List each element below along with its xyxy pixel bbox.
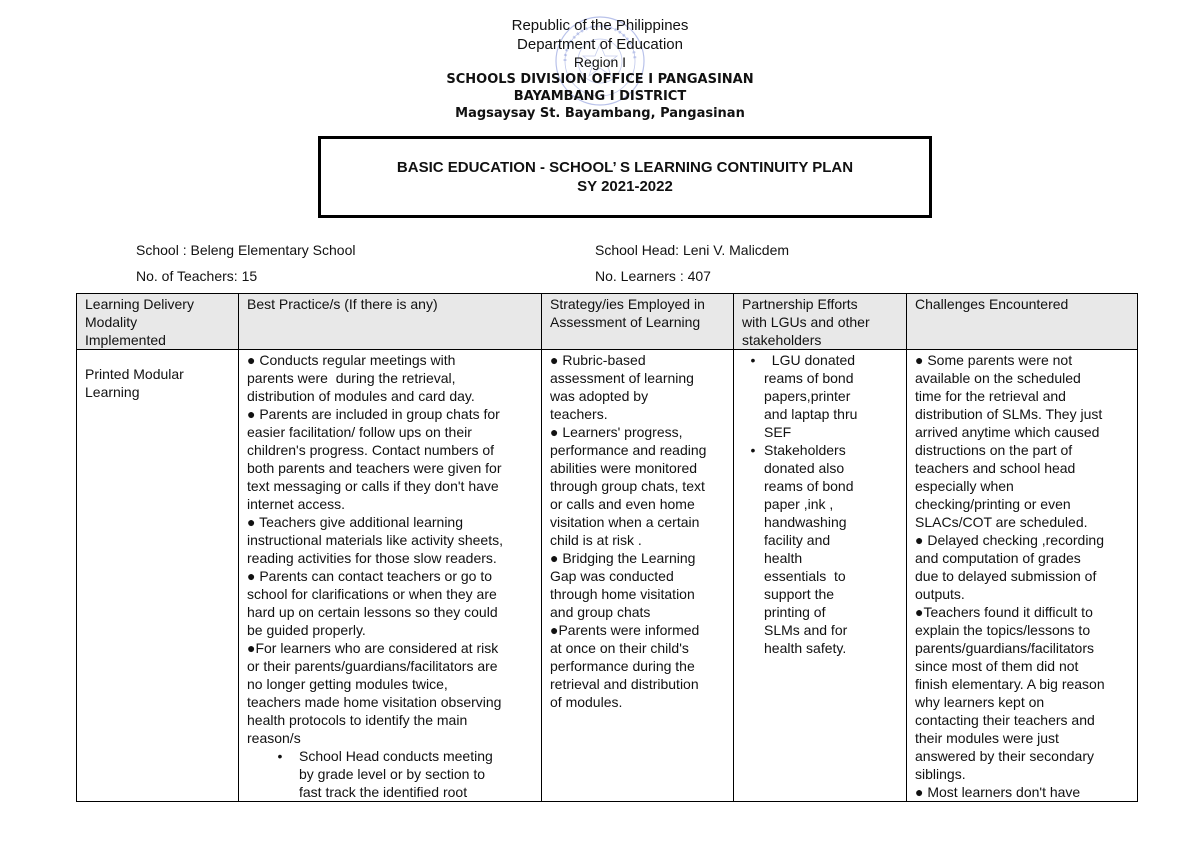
text-line: with LGUs and other <box>742 314 870 330</box>
document-title-box <box>318 136 932 218</box>
text-line: abilities were monitored <box>550 460 698 476</box>
text-line: distribution of modules and card day. <box>247 388 475 404</box>
text-line: handwashing <box>764 514 847 530</box>
header-modality <box>77 294 239 350</box>
text-line: siblings. <box>915 766 966 782</box>
text-line: at once on their child's <box>550 640 689 656</box>
learner-count: No. Learners : 407 <box>595 268 711 284</box>
text-line: children's progress. Contact numbers of <box>247 442 495 458</box>
text-line: through home visitation <box>550 586 695 602</box>
text-line: teachers and school head <box>915 460 1076 476</box>
text-line: ●For learners who are considered at risk <box>247 640 499 656</box>
text-line: contacting their teachers and <box>915 712 1095 728</box>
text-line: teachers. <box>550 406 608 422</box>
text-line: Challenges Encountered <box>915 296 1069 312</box>
text-line: Gap was conducted <box>550 568 674 584</box>
text-line: both parents and teachers were given for <box>247 460 502 476</box>
text-line: why learners kept on <box>915 694 1045 710</box>
modality-text <box>85 365 230 401</box>
text-line: checking/printing or even <box>915 496 1071 512</box>
text-line: ● Bridging the Learning <box>550 550 696 566</box>
cell-partnership <box>734 350 907 802</box>
header-best-practice <box>239 294 542 350</box>
text-line: Printed Modular <box>85 366 184 382</box>
department-line: Department of Education <box>517 36 683 53</box>
text-line: Modality <box>85 314 138 330</box>
text-line: assessment of learning <box>550 370 694 386</box>
text-line: Learning <box>85 384 140 400</box>
cell-strategies <box>542 350 734 802</box>
text-line: especially when <box>915 478 1014 494</box>
text-line: time for the retrieval and <box>915 388 1066 404</box>
text-line: ● Parents can contact teachers or go to <box>247 568 493 584</box>
text-line: distructions on the part of <box>915 442 1073 458</box>
text-line: through group chats, text <box>550 478 705 494</box>
text-line: health protocols to identify the main <box>247 712 468 728</box>
region-line: Region I <box>573 54 627 70</box>
text-line: support the <box>764 586 835 602</box>
text-line: visitation when a certain <box>550 514 700 530</box>
text-line: ● Teachers give additional learning <box>247 514 464 530</box>
text-line: and group chats <box>550 604 651 620</box>
letterhead <box>0 16 1200 122</box>
text-line: internet access. <box>247 496 346 512</box>
teacher-count: No. of Teachers: 15 <box>136 268 258 284</box>
header-strategies <box>542 294 734 350</box>
text-line: due to delayed submission of <box>915 568 1097 584</box>
text-line: Assessment of Learning <box>550 314 701 330</box>
text-line: or their parents/guardians/facilitators are <box>247 658 498 674</box>
sub-bullet-text <box>299 747 493 801</box>
text-line: ●Teachers found it difficult to <box>915 604 1093 620</box>
document-title: BASIC EDUCATION - SCHOOL’ S LEARNING CONTINUITY PLAN <box>396 159 854 176</box>
text-line: of modules. <box>550 694 623 710</box>
strategies-text <box>550 351 725 711</box>
cell-challenges <box>907 350 1138 802</box>
text-line: parents were during the retrieval, <box>247 370 456 386</box>
text-line: arrived anytime which caused <box>915 424 1100 440</box>
division-line: SCHOOLS DIVISION OFFICE I PANGASINAN <box>446 72 754 87</box>
text-line: ● Some parents were not <box>915 352 1073 368</box>
text-line: available on the scheduled <box>915 370 1081 386</box>
text-line: reading activities for those slow readers. <box>247 550 497 566</box>
address-line: Magsaysay St. Bayambang, Pangasinan <box>455 106 745 121</box>
text-line: fast track the identified root <box>299 784 468 800</box>
text-line: Strategy/ies Employed in <box>550 296 705 312</box>
text-line: stakeholders <box>742 332 822 348</box>
text-line: outputs. <box>915 586 965 602</box>
text-line: ● Parents are included in group chats for <box>247 406 500 422</box>
text-line: reams of bond <box>764 370 854 386</box>
partnership-item <box>742 441 898 657</box>
text-line: teachers made home visitation observing <box>247 694 502 710</box>
text-line: performance during the <box>550 658 695 674</box>
school-name: School : Beleng Elementary School <box>136 242 356 258</box>
text-line: SLMs and for <box>764 622 848 638</box>
text-line: Partnership Efforts <box>742 296 858 312</box>
header-challenges <box>907 294 1138 350</box>
text-line: performance and reading <box>550 442 707 458</box>
table-header-row <box>77 294 1138 350</box>
school-head: School Head: Leni V. Malicdem <box>595 242 790 258</box>
text-line: reams of bond <box>764 478 854 494</box>
text-line: health <box>764 550 803 566</box>
text-line: was adopted by <box>550 388 649 404</box>
challenges-text <box>915 351 1129 801</box>
text-line: finish elementary. A big reason <box>915 676 1105 692</box>
text-line: and computation of grades <box>915 550 1081 566</box>
partnership-item-text <box>764 441 854 657</box>
text-line: or calls and even home <box>550 496 695 512</box>
text-line: ● Delayed checking ,recording <box>915 532 1104 548</box>
text-line: donated also <box>764 460 845 476</box>
text-line: ● Conducts regular meetings with <box>247 352 456 368</box>
text-line: SLACs/COT are scheduled. <box>915 514 1088 530</box>
text-line: Best Practice/s (If there is any) <box>247 296 438 312</box>
text-line: reason/s <box>247 730 301 746</box>
text-line: facility and <box>764 532 831 548</box>
text-line: Learning Delivery <box>85 296 194 312</box>
district-line: BAYAMBANG I DISTRICT <box>513 89 687 104</box>
text-line: child is at risk . <box>550 532 642 548</box>
text-line: answered by their secondary <box>915 748 1094 764</box>
header-partnership <box>734 294 907 350</box>
text-line: ● Most learners don't have <box>915 784 1081 800</box>
bullet-icon: • <box>750 352 756 368</box>
partnership-item <box>742 351 898 441</box>
text-line: hard up on certain lessons so they could <box>247 604 498 620</box>
bullet-icon: • <box>750 442 756 458</box>
text-line: explain the topics/lessons to <box>915 622 1091 638</box>
best-practice-sub-bullet <box>261 747 533 801</box>
best-practice-text <box>247 351 533 747</box>
school-year: SY 2021-2022 <box>577 178 673 195</box>
cell-best-practice <box>239 350 542 802</box>
text-line: parents/guardians/facilitators <box>915 640 1094 656</box>
text-line: ● Rubric-based <box>550 352 646 368</box>
learning-continuity-table <box>76 293 1138 802</box>
text-line: ● Learners' progress, <box>550 424 683 440</box>
text-line: instructional materials like activity sheets, <box>247 532 503 548</box>
text-line: LGU donated <box>764 352 856 368</box>
text-line: retrieval and distribution <box>550 676 699 692</box>
republic-line: Republic of the Philippines <box>511 17 689 34</box>
text-line: Implemented <box>85 332 166 348</box>
text-line: and laptap thru <box>764 406 858 422</box>
text-line: easier facilitation/ follow ups on their <box>247 424 472 440</box>
text-line: Stakeholders <box>764 442 846 458</box>
text-line: school for clarifications or when they are <box>247 586 497 602</box>
text-line: printing of <box>764 604 826 620</box>
text-line: their modules were just <box>915 730 1059 746</box>
text-line: School Head conducts meeting <box>299 748 493 764</box>
text-line: text messaging or calls if they don't have <box>247 478 499 494</box>
text-line: no longer getting modules twice, <box>247 676 448 692</box>
text-line: paper ,ink , <box>764 496 834 512</box>
partnership-item-text <box>764 351 857 441</box>
text-line: SEF <box>764 424 792 440</box>
text-line: distribution of SLMs. They just <box>915 406 1103 422</box>
text-line: essentials to <box>764 568 846 584</box>
text-line: by grade level or by section to <box>299 766 485 782</box>
text-line: ●Parents were informed <box>550 622 700 638</box>
bullet-icon: • <box>277 748 283 764</box>
text-line: be guided properly. <box>247 622 366 638</box>
cell-modality <box>77 350 239 802</box>
text-line: health safety. <box>764 640 847 656</box>
text-line: since most of them did not <box>915 658 1079 674</box>
table-row <box>77 350 1138 802</box>
text-line: papers,printer <box>764 388 851 404</box>
